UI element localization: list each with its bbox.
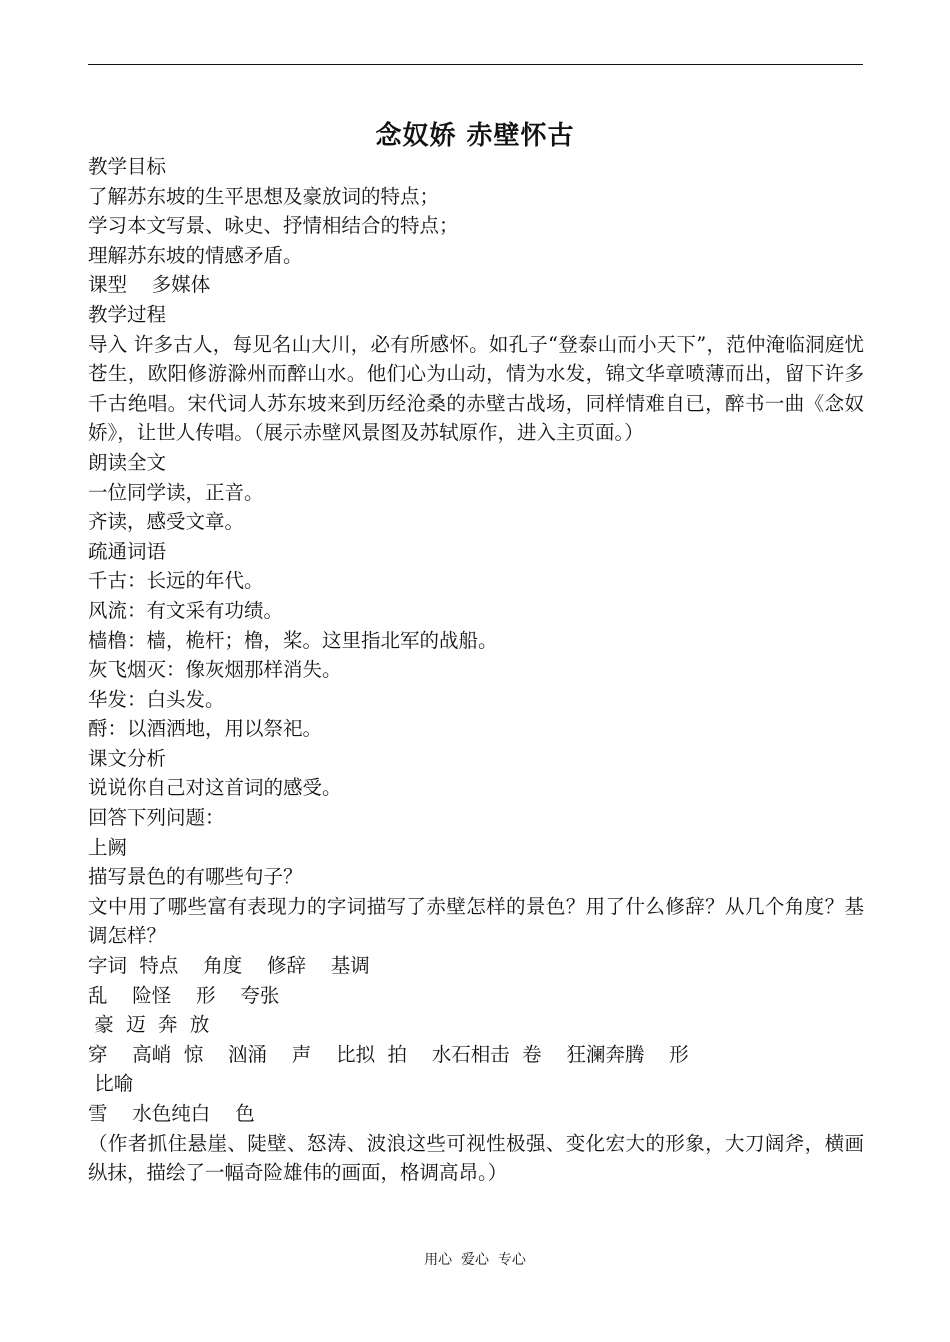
objective-line: 学习本文写景、咏史、抒情相结合的特点； — [88, 214, 459, 238]
analysis-table-row: 乱 险怪 形 夸张 — [88, 983, 280, 1007]
vocabulary-line: 千古：长远的年代。 — [88, 569, 264, 593]
section-heading-analysis: 课文分析 — [88, 746, 167, 770]
page-footer: 用心 爱心 专心 — [424, 1252, 526, 1268]
objective-line: 理解苏东坡的情感矛盾。 — [88, 243, 303, 267]
closing-paragraph: （作者抓住悬崖、陡壁、怒涛、波浪这些可视性极强、变化宏大的形象，大刀阔斧，横画纵抹，描绘了一幅奇险雄伟的画面，格调高昂。） — [88, 1131, 864, 1185]
lesson-type-line: 课型 多媒体 — [88, 273, 211, 297]
question-paragraph: 文中用了哪些富有表现力的字词描写了赤壁怎样的景色？用了什么修辞？从几个角度？基调怎样？ — [88, 894, 864, 948]
analysis-table-row: 比喻 — [88, 1072, 134, 1096]
vocabulary-line: 樯橹：樯，桅杆；橹，桨。这里指北军的战船。 — [88, 628, 498, 652]
vocabulary-line: 华发：白头发。 — [88, 687, 225, 711]
analysis-table-header: 字词 特点 角度 修辞 基调 — [88, 954, 370, 978]
vocabulary-line: 灰飞烟灭：像灰烟那样消失。 — [88, 658, 342, 682]
question-line: 描写景色的有哪些句子？ — [88, 865, 303, 889]
text-line: 说说你自己对这首词的感受。 — [88, 776, 342, 800]
vocabulary-line: 风流：有文采有功绩。 — [88, 598, 284, 622]
analysis-table-row: 穿 高峭 惊 汹涌 声 比拟 拍 水石相击 卷 狂澜奔腾 形 — [88, 1042, 689, 1066]
document-body — [88, 152, 864, 1188]
objective-line: 了解苏东坡的生平思想及豪放词的特点； — [88, 184, 440, 208]
text-line: 回答下列问题： — [88, 806, 225, 830]
section-heading-process: 教学过程 — [88, 302, 167, 326]
vocabulary-line: 酹：以酒洒地，用以祭祀。 — [88, 717, 323, 741]
subheading-upper-stanza: 上阙 — [88, 835, 128, 859]
header-rule — [88, 64, 863, 65]
page-title: 念奴娇 赤壁怀古 — [375, 121, 575, 151]
section-heading-reading: 朗读全文 — [88, 450, 167, 474]
intro-paragraph: 导入 许多古人，每见名山大川，必有所感怀。如孔子“登泰山而小天下”，范仲淹临洞庭忧苍生，欧阳修游滁州而醉山水。他们心为山动，情为水发，锦文华章喷薄而出，留下许多千古绝唱。宋代词人苏东坡来到历经沧桑的赤壁古战场，同样情难自已，醉书一曲《念奴娇》，让世人传唱。（展示赤壁风景图及苏轼原作，进入主页面。） — [88, 332, 864, 445]
text-line: 齐读，感受文章。 — [88, 510, 245, 534]
analysis-table-row: 豪 迈 奔 放 — [88, 1013, 210, 1037]
section-heading-vocabulary: 疏通词语 — [88, 539, 167, 563]
analysis-table-row: 雪 水色纯白 色 — [88, 1102, 255, 1125]
text-line: 一位同学读，正音。 — [88, 480, 264, 504]
section-heading-objectives: 教学目标 — [88, 155, 167, 178]
